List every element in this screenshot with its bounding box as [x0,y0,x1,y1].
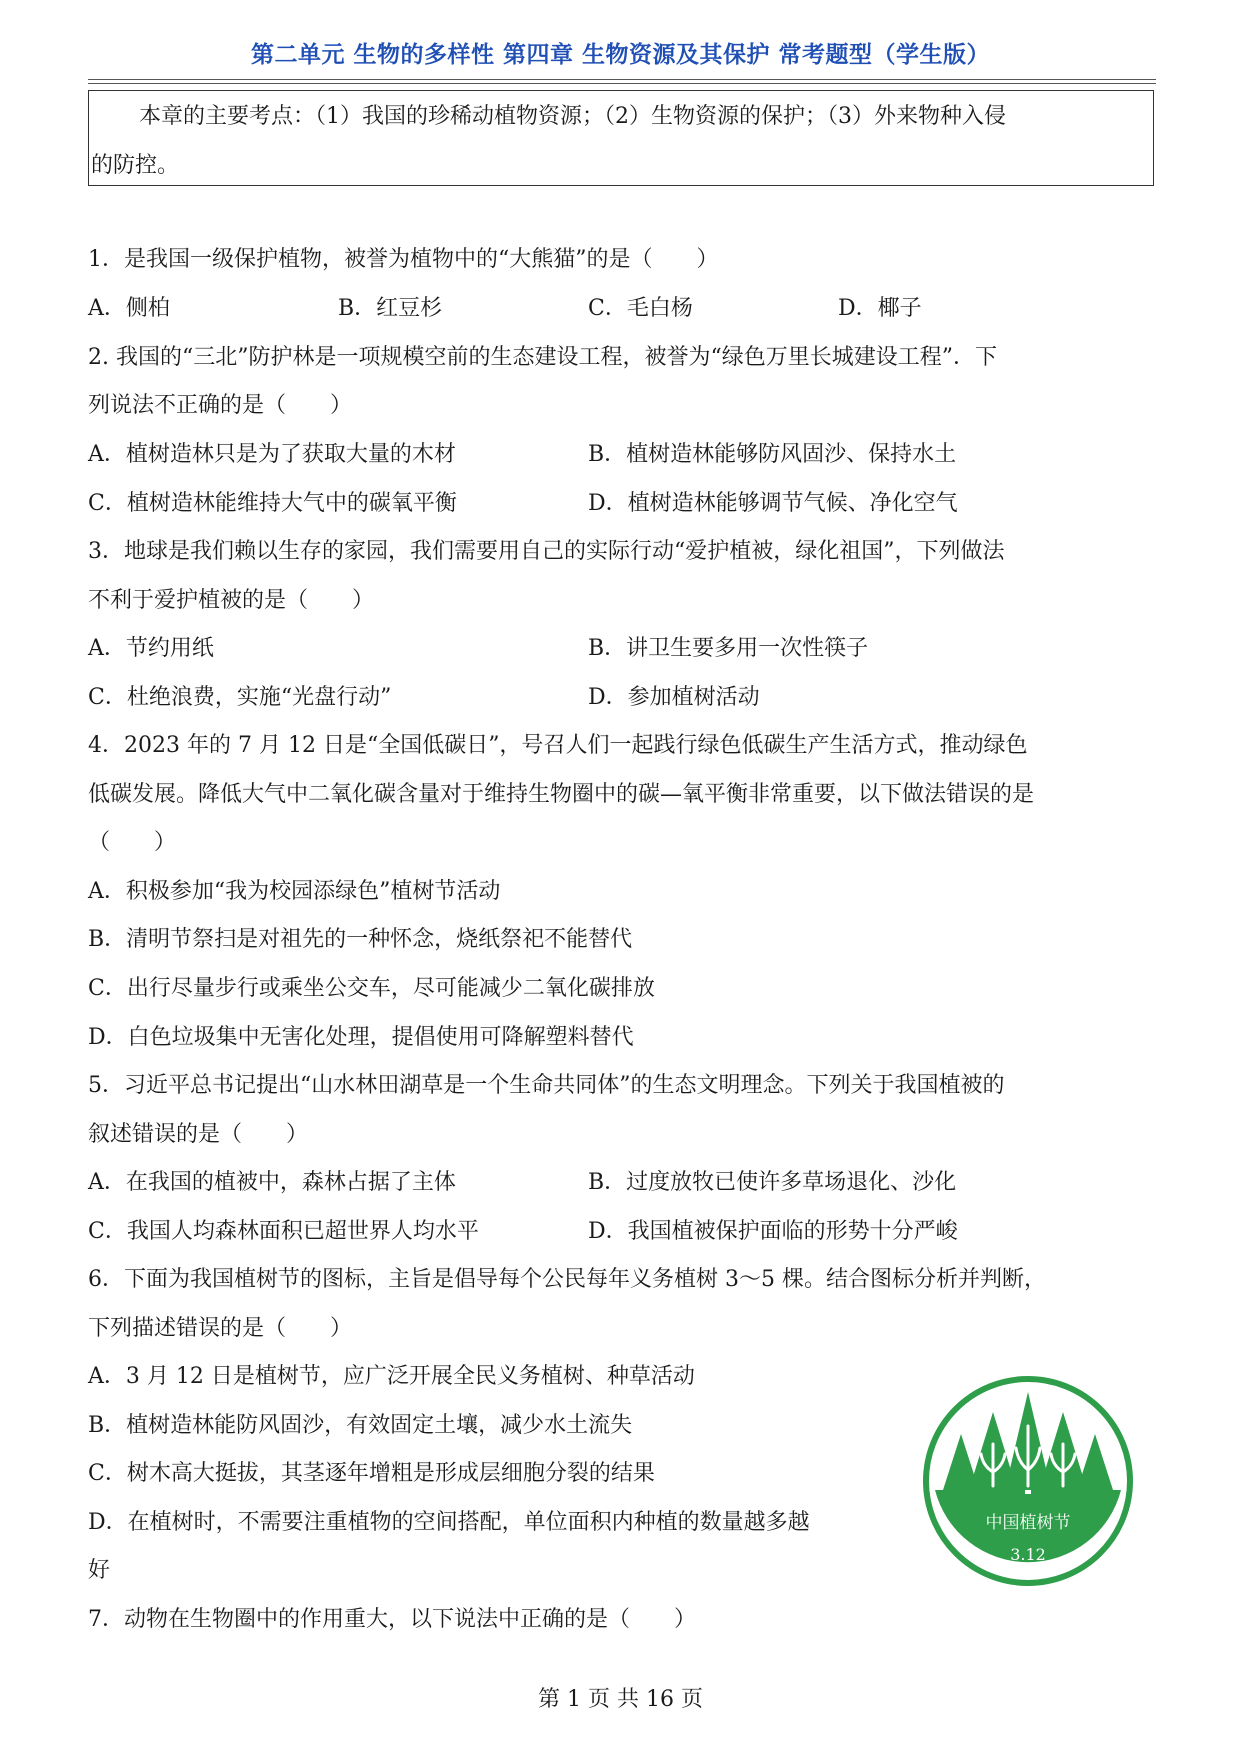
q1-stem: 1．是我国一级保护植物，被誉为植物中的“大熊猫”的是（ ） [88,247,719,272]
q4-option-b: B．清明节祭扫是对祖先的一种怀念，烧纸祭祀不能替代 [88,927,633,952]
page-header-title: 第二单元 生物的多样性 第四章 生物资源及其保护 常考题型（学生版） [250,42,991,68]
summary-line-2: 的防控。 [91,153,180,178]
summary-box [88,90,1154,186]
q3-option-d: D．参加植树活动 [588,685,760,710]
q2-stem-line-2: 列说法不正确的是（ ） [88,393,353,418]
q6-option-d-line-2: 好 [88,1558,111,1583]
q5-option-c: C．我国人均森林面积已超世界人均水平 [88,1219,479,1244]
q1-option-d: D．椰子 [838,296,922,321]
q4-stem-line-1: 4．2023 年的 7 月 12 日是“全国低碳日”，号召人们一起践行绿色低碳生产生活方式，推动绿色 [88,733,1028,758]
q3-stem-line-1: 3．地球是我们赖以生存的家园，我们需要用自己的实际行动“爱护植被，绿化祖国”，下列做法 [88,539,1005,564]
summary-line-1: 本章的主要考点：（1）我国的珍稀动植物资源；（2）生物资源的保护；（3）外来物种入侵 [139,104,1006,129]
q3-stem-line-2: 不利于爱护植被的是（ ） [88,588,375,613]
q6-option-a: A．3 月 12 日是植树节，应广泛开展全民义务植树、种草活动 [88,1364,695,1389]
q1-option-b: B．红豆杉 [338,296,443,321]
q5-option-a: A．在我国的植被中，森林占据了主体 [88,1170,456,1195]
q4-option-d: D．白色垃圾集中无害化处理，提倡使用可降解塑料替代 [88,1025,634,1050]
q1-option-c: C．毛白杨 [588,296,693,321]
q6-stem-line-1: 6．下面为我国植树节的图标，主旨是倡导每个公民每年义务植树 3～5 棵。结合图标分析并判断， [88,1267,1046,1292]
q5-stem-line-1: 5．习近平总书记提出“山水林田湖草是一个生命共同体”的生态文明理念。下列关于我国植被的 [88,1073,1005,1098]
q1-option-a: A．侧柏 [88,296,170,321]
arbor-day-logo-name: 中国植树节 [985,1513,1071,1533]
q3-option-a: A．节约用纸 [88,636,214,661]
page-footer: 第 1 页 共 16 页 [538,1687,703,1712]
header-rule-top [88,79,1156,80]
q4-option-c: C．出行尽量步行或乘坐公交车，尽可能减少二氧化碳排放 [88,976,655,1001]
q6-stem-line-2: 下列描述错误的是（ ） [88,1316,353,1341]
q5-option-b: B．过度放牧已使许多草场退化、沙化 [588,1170,957,1195]
q5-stem-line-2: 叙述错误的是（ ） [88,1122,309,1147]
q4-option-a: A．积极参加“我为校园添绿色”植树节活动 [88,879,501,904]
q3-option-c: C．杜绝浪费，实施“光盘行动” [88,685,392,710]
q6-option-b: B．植树造林能防风固沙，有效固定土壤，减少水土流失 [88,1413,633,1438]
q4-stem-line-2: 低碳发展。降低大气中二氧化碳含量对于维持生物圈中的碳—氧平衡非常重要，以下做法错误的是 [88,782,1035,807]
header-rule-bottom [88,83,1156,84]
q3-option-b: B．讲卫生要多用一次性筷子 [588,636,869,661]
q2-option-c: C．植树造林能维持大气中的碳氧平衡 [88,491,457,516]
arbor-day-logo-date: 3.12 [1010,1545,1046,1564]
q6-option-d-line-1: D．在植树时，不需要注重植物的空间搭配，单位面积内种植的数量越多越 [88,1510,810,1535]
arbor-day-logo [921,1374,1135,1588]
q6-option-c: C．树木高大挺拔，其茎逐年增粗是形成层细胞分裂的结果 [88,1461,655,1486]
q5-option-d: D．我国植被保护面临的形势十分严峻 [588,1219,958,1244]
q7-stem: 7．动物在生物圈中的作用重大，以下说法中正确的是（ ） [88,1607,696,1632]
q2-option-b: B．植树造林能够防风固沙、保持水土 [588,442,957,467]
q4-stem-line-3: （ ） [88,830,177,855]
q2-option-d: D．植树造林能够调节气候、净化空气 [588,491,958,516]
q2-stem-line-1: 2. 我国的“三北”防护林是一项规模空前的生态建设工程，被誉为“绿色万里长城建设工程”．下 [88,345,997,370]
q2-option-a: A．植树造林只是为了获取大量的木材 [88,442,456,467]
